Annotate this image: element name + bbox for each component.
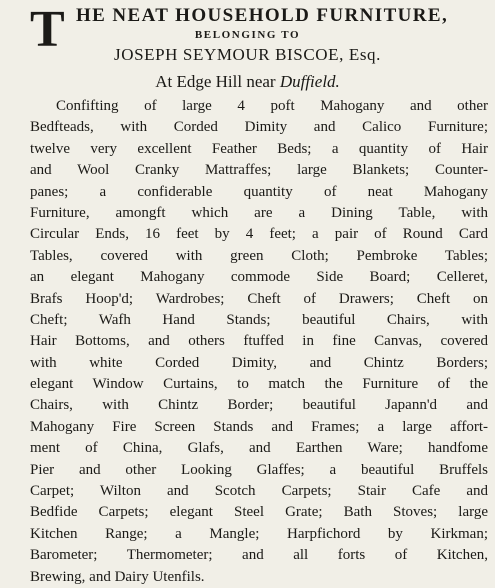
body-line: Tables, covered with green Cloth; Pembroke Tables;	[30, 247, 488, 264]
location-prefix: At Edge Hill near	[155, 72, 280, 91]
advert-body	[30, 96, 488, 588]
body-line: Brewing, and Dairy Utenfils.	[30, 568, 205, 585]
body-line: twelve very excellent Feather Beds; a quantity of Hair	[30, 140, 488, 157]
body-line: Bedfide Carpets; elegant Steel Grate; Bath Stoves; large	[30, 504, 488, 521]
body-line: Cheft; Wafh Hand Stands; beautiful Chairs, with	[30, 311, 488, 328]
belonging-line: BELONGING TO	[194, 29, 301, 41]
body-line: Pier and other Looking Glaffes; a beautiful Bruffels	[30, 461, 488, 478]
body-line: Furniture, amongft which are a Dining Table, with	[30, 204, 488, 221]
body-line: Bedfteads, with Corded Dimity and Calico Furniture;	[30, 119, 488, 136]
body-line: elegant Window Curtains, to match the Furniture of the	[30, 376, 488, 393]
body-line: Kitchen Range; a Mangle; Harpfichord by Kirkman;	[30, 525, 488, 542]
body-line: Confifting of large 4 poft Mahogany and other	[56, 98, 488, 114]
location-line	[0, 72, 495, 92]
body-line: Chairs, with Chintz Border; beautiful Japann'd and	[30, 397, 488, 414]
body-line: panes; a confiderable quantity of neat Mahogany	[30, 183, 488, 200]
body-line: Barometer; Thermometer; and all forts of Kitchen,	[30, 547, 488, 564]
body-line: with white Corded Dimity, and Chintz Borders;	[30, 354, 488, 371]
body-line: Mahogany Fire Screen Stands and Frames; a large affort-	[30, 418, 488, 435]
body-line: Circular Ends, 16 feet by 4 feet; a pair of Round Card	[30, 226, 488, 243]
body-line: Brafs Hoop'd; Wardrobes; Cheft of Drawers; Cheft on	[30, 290, 488, 307]
owner-name: JOSEPH SEYMOUR BISCOE, Esq.	[114, 45, 381, 64]
advert-heading: HE NEAT HOUSEHOLD FURNITURE,	[76, 5, 449, 26]
drop-cap: T	[30, 1, 65, 58]
body-line: Carpet; Wilton and Scotch Carpets; Stair Cafe and	[30, 483, 488, 500]
location-place: Duffield.	[279, 72, 340, 91]
body-line: Hair Bottoms, and others ftuffed in fine Canvas, covered	[30, 333, 488, 350]
body-line: an elegant Mahogany commode Side Board; Celleret,	[30, 269, 488, 286]
body-line: ment of China, Glafs, and Earthen Ware; handfome	[30, 440, 488, 457]
body-line: and Wool Cranky Mattraffes; large Blankets; Counter-	[30, 162, 488, 179]
